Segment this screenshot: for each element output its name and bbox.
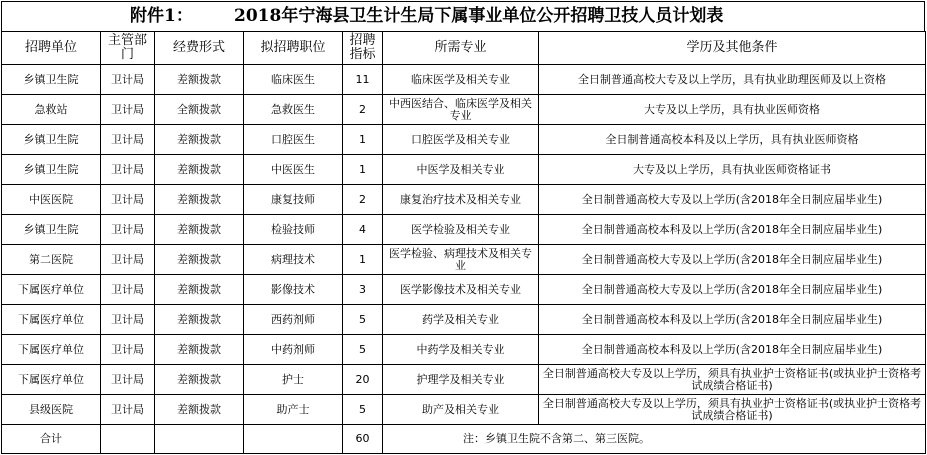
cell-unit: 乡镇卫生院 xyxy=(2,125,101,155)
table-row xyxy=(2,215,926,245)
cell-major: 医学检验及相关专业 xyxy=(383,215,539,245)
table-row xyxy=(2,305,926,335)
cell-unit: 中医医院 xyxy=(2,185,101,215)
cell-major: 医学检验、病理技术及相关专业 xyxy=(383,245,539,275)
cell-major: 康复治疗技术及相关专业 xyxy=(383,185,539,215)
cell-funding: 差额拨款 xyxy=(155,185,244,215)
cell-department: 卫计局 xyxy=(101,185,155,215)
cell-major: 医学影像技术及相关专业 xyxy=(383,275,539,305)
cell-unit: 下属医疗单位 xyxy=(2,335,101,365)
cell-funding: 全额拨款 xyxy=(155,95,244,125)
table-row xyxy=(2,275,926,305)
header-requirements: 学历及其他条件 xyxy=(539,32,926,65)
table-row xyxy=(2,335,926,365)
header-funding: 经费形式 xyxy=(155,32,244,65)
header-row xyxy=(2,32,926,65)
cell-quota: 5 xyxy=(343,335,383,365)
cell-funding: 差额拨款 xyxy=(155,395,244,425)
page-title: 2018年宁海县卫生计生局下属事业单位公开招聘卫技人员计划表 xyxy=(234,6,724,26)
cell-position: 病理技术 xyxy=(244,245,343,275)
cell-unit: 乡镇卫生院 xyxy=(2,65,101,95)
cell-funding: 差额拨款 xyxy=(155,305,244,335)
cell-major: 护理学及相关专业 xyxy=(383,365,539,395)
total-empty-position xyxy=(244,425,343,454)
cell-unit: 下属医疗单位 xyxy=(2,275,101,305)
cell-department: 卫计局 xyxy=(101,215,155,245)
cell-position: 临床医生 xyxy=(244,65,343,95)
cell-requirements: 全日制普通高校本科及以上学历，具有执业医师资格 xyxy=(539,125,926,155)
cell-funding: 差额拨款 xyxy=(155,245,244,275)
cell-funding: 差额拨款 xyxy=(155,335,244,365)
header-position: 拟招聘职位 xyxy=(244,32,343,65)
cell-department: 卫计局 xyxy=(101,395,155,425)
cell-position: 影像技术 xyxy=(244,275,343,305)
cell-unit: 乡镇卫生院 xyxy=(2,155,101,185)
cell-position: 口腔医生 xyxy=(244,125,343,155)
cell-requirements: 大专及以上学历，具有执业医师资格证书 xyxy=(539,155,926,185)
total-empty-department xyxy=(101,425,155,454)
cell-major: 中药学及相关专业 xyxy=(383,335,539,365)
header-quota: 招聘指标 xyxy=(343,32,383,65)
cell-major: 临床医学及相关专业 xyxy=(383,65,539,95)
cell-funding: 差额拨款 xyxy=(155,215,244,245)
cell-unit: 下属医疗单位 xyxy=(2,365,101,395)
cell-funding: 差额拨款 xyxy=(155,365,244,395)
cell-quota: 11 xyxy=(343,65,383,95)
cell-funding: 差额拨款 xyxy=(155,275,244,305)
total-count: 60 xyxy=(343,425,383,454)
table-row xyxy=(2,155,926,185)
cell-requirements: 全日制普通高校本科及以上学历(含2018年全日制应届毕业生) xyxy=(539,215,926,245)
cell-position: 护士 xyxy=(244,365,343,395)
cell-department: 卫计局 xyxy=(101,335,155,365)
cell-quota: 1 xyxy=(343,125,383,155)
total-empty-funding xyxy=(155,425,244,454)
cell-major: 中医学及相关专业 xyxy=(383,155,539,185)
total-note: 注：乡镇卫生院不含第二、第三医院。 xyxy=(383,425,926,454)
cell-quota: 4 xyxy=(343,215,383,245)
cell-funding: 差额拨款 xyxy=(155,65,244,95)
cell-requirements: 大专及以上学历，具有执业医师资格 xyxy=(539,95,926,125)
cell-unit: 急救站 xyxy=(2,95,101,125)
cell-department: 卫计局 xyxy=(101,155,155,185)
header-unit: 招聘单位 xyxy=(2,32,101,65)
cell-major: 助产及相关专业 xyxy=(383,395,539,425)
table-row xyxy=(2,65,926,95)
cell-requirements: 全日制普通高校大专及以上学历(含2018年全日制应届毕业生) xyxy=(539,185,926,215)
cell-department: 卫计局 xyxy=(101,275,155,305)
cell-major: 中西医结合、临床医学及相关专业 xyxy=(383,95,539,125)
table-row xyxy=(2,125,926,155)
cell-unit: 下属医疗单位 xyxy=(2,305,101,335)
table-row xyxy=(2,95,926,125)
header-department: 主管部门 xyxy=(101,32,155,65)
cell-quota: 3 xyxy=(343,275,383,305)
cell-funding: 差额拨款 xyxy=(155,155,244,185)
table-row xyxy=(2,245,926,275)
cell-major: 口腔医学及相关专业 xyxy=(383,125,539,155)
cell-department: 卫计局 xyxy=(101,305,155,335)
cell-department: 卫计局 xyxy=(101,245,155,275)
cell-quota: 2 xyxy=(343,185,383,215)
cell-requirements: 全日制普通高校大专及以上学历，须具有执业护士资格证书(或执业护士资格考试成绩合格证书) xyxy=(539,365,926,395)
total-row xyxy=(2,425,926,454)
cell-position: 中药剂师 xyxy=(244,335,343,365)
cell-position: 检验技师 xyxy=(244,215,343,245)
cell-department: 卫计局 xyxy=(101,65,155,95)
total-label: 合计 xyxy=(2,425,101,454)
cell-quota: 20 xyxy=(343,365,383,395)
table-row xyxy=(2,395,926,425)
table-row xyxy=(2,365,926,395)
attachment-label: 附件1： xyxy=(130,6,193,26)
cell-quota: 5 xyxy=(343,305,383,335)
cell-quota: 1 xyxy=(343,155,383,185)
title-bar xyxy=(1,1,925,32)
cell-requirements: 全日制普通高校本科及以上学历(含2018年全日制应届毕业生) xyxy=(539,335,926,365)
cell-department: 卫计局 xyxy=(101,365,155,395)
cell-unit: 乡镇卫生院 xyxy=(2,215,101,245)
cell-requirements: 全日制普通高校大专及以上学历，须具有执业护士资格证书(或执业护士资格考试成绩合格证书) xyxy=(539,395,926,425)
header-major: 所需专业 xyxy=(383,32,539,65)
cell-unit: 第二医院 xyxy=(2,245,101,275)
cell-quota: 1 xyxy=(343,245,383,275)
cell-quota: 5 xyxy=(343,395,383,425)
cell-position: 急救医生 xyxy=(244,95,343,125)
cell-position: 中医医生 xyxy=(244,155,343,185)
table-row xyxy=(2,185,926,215)
cell-requirements: 全日制普通高校大专及以上学历(含2018年全日制应届毕业生) xyxy=(539,275,926,305)
cell-quota: 2 xyxy=(343,95,383,125)
cell-requirements: 全日制普通高校大专及以上学历(含2018年全日制应届毕业生) xyxy=(539,245,926,275)
cell-position: 助产士 xyxy=(244,395,343,425)
cell-requirements: 全日制普通高校大专及以上学历，具有执业助理医师及以上资格 xyxy=(539,65,926,95)
cell-unit: 县级医院 xyxy=(2,395,101,425)
recruitment-plan-sheet xyxy=(1,1,926,454)
cell-department: 卫计局 xyxy=(101,95,155,125)
cell-position: 西药剂师 xyxy=(244,305,343,335)
cell-department: 卫计局 xyxy=(101,125,155,155)
recruitment-table xyxy=(1,31,926,454)
cell-major: 药学及相关专业 xyxy=(383,305,539,335)
cell-position: 康复技师 xyxy=(244,185,343,215)
cell-funding: 差额拨款 xyxy=(155,125,244,155)
cell-requirements: 全日制普通高校本科及以上学历(含2018年全日制应届毕业生) xyxy=(539,305,926,335)
